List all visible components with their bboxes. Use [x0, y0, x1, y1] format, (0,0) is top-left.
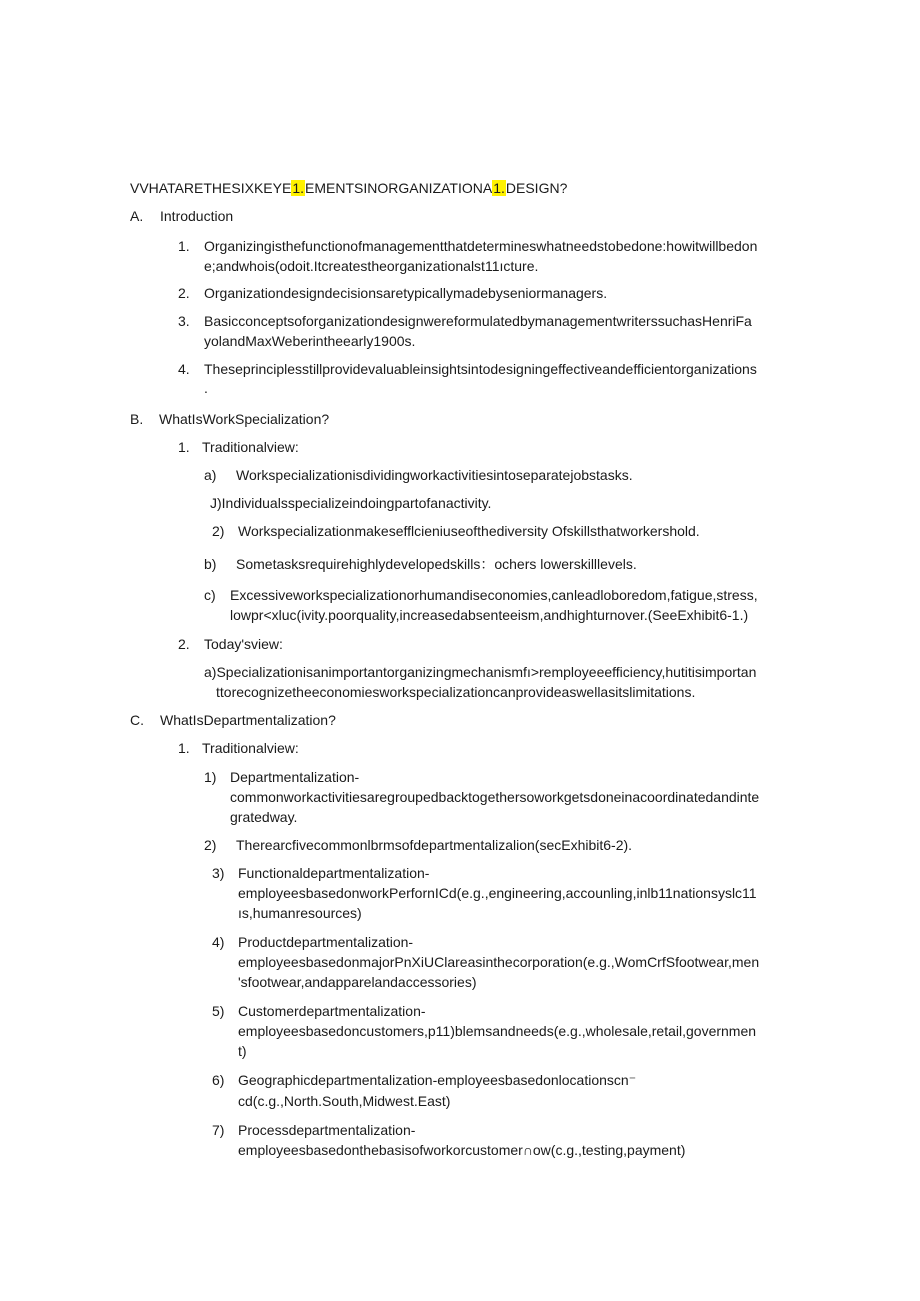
section-b-sub1-number: 1.: [178, 439, 190, 455]
section-c-item-1-line-2: commonworkactivitiesaregroupedbacktogethersoworkgetsdoneinacoordinatedandinte: [230, 789, 760, 805]
section-b-item-c-line-2: lowpr<xluc(ivity.poorquality,increasedabsenteeism,andhighturnover.(SeeExhibit6-1.): [230, 607, 749, 623]
section-a-item-2-line-1: Organizationdesigndecisionsaretypicallymadebyseniormanagers.: [204, 285, 608, 301]
section-b-item-b-label: b): [204, 556, 217, 572]
heading-highlight-2: 1.: [493, 180, 505, 196]
section-a-item-3-line-2: yolandMaxWeberintheearly1900s.: [204, 333, 416, 349]
section-c-item-3-line-3: ıs,humanresources): [238, 905, 362, 921]
section-a-item-3-line-1: BasicconceptsoforganizationdesignwereformulatedbymanagementwriterssuchasHenriFa: [204, 313, 752, 329]
section-c-sub1-title: Traditionalview:: [202, 740, 299, 756]
section-b-item-c-line-1: Excessiveworkspecializationorhumandiseconomies,canleadloboredom,fatigue,stress,: [230, 587, 758, 603]
section-c-item-6-line-1: Geographicdepartmentalization-employeesbasedonlocationscn⁻: [238, 1072, 637, 1088]
section-c-item-5-number: 5): [212, 1003, 225, 1019]
section-c-item-4-line-3: 'sfootwear,andapparelandaccessories): [238, 974, 477, 990]
section-b-sub2-line-2: ttorecognizetheeconomiesworkspecializationcanprovideaswellasitslimitations.: [216, 684, 696, 700]
section-c-item-5-line-3: t): [238, 1043, 247, 1059]
section-c-item-5-line-1: Customerdepartmentalization-: [238, 1003, 426, 1019]
section-a-title: Introduction: [160, 208, 234, 224]
section-b-title: WhatIsWorkSpecialization?: [159, 411, 330, 427]
section-a-item-2-number: 2.: [178, 285, 190, 301]
section-a-label: A.: [130, 208, 144, 224]
section-b-sub2-line-1: a)Specializationisanimportantorganizingmechanismfı>remployeeefficiency,hutitisimportan: [204, 664, 757, 680]
section-c-item-2-line-1: Therearcfivecommonlbrmsofdepartmentalizalion(secExhibit6-2).: [236, 837, 633, 853]
section-c-title: WhatIsDepartmentalization?: [160, 712, 336, 728]
document-heading: [130, 178, 567, 198]
section-b-item-2-text: Workspecializationmakesefflcieniuseofthediversity Ofskillsthatworkershold.: [238, 523, 700, 539]
section-c-item-7-line-2: employeesbasedonthebasisofworkorcustomer∩ow(c.g.,testing,payment): [238, 1142, 686, 1158]
section-a-item-1-line-2: e;andwhois(odoit.Itcreatestheorganizationalst11ıcture.: [204, 258, 539, 274]
heading-part-1: VVHATARETHESIXKEYE: [130, 180, 292, 196]
heading-highlight-1: 1.: [292, 180, 304, 196]
section-a-item-4-number: 4.: [178, 361, 190, 377]
section-a-item-4-line-1: Theseprinciplesstillprovidevaluableinsightsintodesigningeffectiveandefficientorganizations: [204, 361, 757, 377]
section-c-item-3-line-1: Functionaldepartmentalization-: [238, 865, 430, 881]
section-a-item-1-number: 1.: [178, 238, 190, 254]
section-a-item-3-number: 3.: [178, 313, 190, 329]
section-b-item-j-text: J)Individualsspecializeindoingpartofanactivity.: [210, 495, 492, 511]
section-c-item-7-number: 7): [212, 1122, 225, 1138]
section-c-item-4-line-2: employeesbasedonmajorPnXiUClareasinthecorporation(e.g.,WomCrfSfootwear,men: [238, 954, 760, 970]
section-b-sub2-number: 2.: [178, 636, 190, 652]
section-b-sub2-title: Today'sview:: [204, 636, 283, 652]
heading-part-3: DESIGN?: [505, 180, 568, 196]
section-c-item-3-line-2: employeesbasedonworkPerfornICd(e.g.,engineering,accounling,inlb11nationsyslc11: [238, 885, 757, 901]
section-b-label: B.: [130, 411, 144, 427]
heading-part-2: EMENTSINORGANIZATIONA: [305, 180, 493, 196]
section-c-item-5-line-2: employeesbasedoncustomers,p11)blemsandneeds(e.g.,wholesale,retail,governmen: [238, 1023, 757, 1039]
section-b-item-b-text: Sometasksrequirehighlydevelopedskills：ochers lowerskilllevels.: [236, 556, 637, 572]
section-c-item-1-line-3: gratedway.: [230, 809, 298, 825]
section-b-sub1-title: Traditionalview:: [202, 439, 299, 455]
section-b-item-c-label: c): [204, 587, 216, 603]
section-b-item-a-text: Workspecializationisdividingworkactivitiesintoseparatejobstasks.: [236, 467, 633, 483]
section-b-item-a-label: a): [204, 467, 217, 483]
section-c-label: C.: [130, 712, 144, 728]
section-c-item-3-number: 3): [212, 865, 225, 881]
section-c-item-4-number: 4): [212, 934, 225, 950]
section-c-item-1-line-1: Departmentalization-: [230, 769, 360, 785]
section-c-item-7-line-1: Processdepartmentalization-: [238, 1122, 416, 1138]
section-b-item-2-label: 2): [212, 523, 225, 539]
section-c-item-1-number: 1): [204, 769, 217, 785]
section-c-item-4-line-1: Productdepartmentalization-: [238, 934, 414, 950]
section-c-item-6-line-2: cd(c.g.,North.South,Midwest.East): [238, 1093, 451, 1109]
section-a-item-4-line-2: .: [204, 380, 208, 396]
section-a-item-1-line-1: Organizingisthefunctionofmanagementthatdetermineswhatneedstobedone:howitwillbedon: [204, 238, 758, 254]
section-c-item-6-number: 6): [212, 1072, 225, 1088]
section-c-item-2-number: 2): [204, 837, 217, 853]
section-c-sub1-number: 1.: [178, 740, 190, 756]
